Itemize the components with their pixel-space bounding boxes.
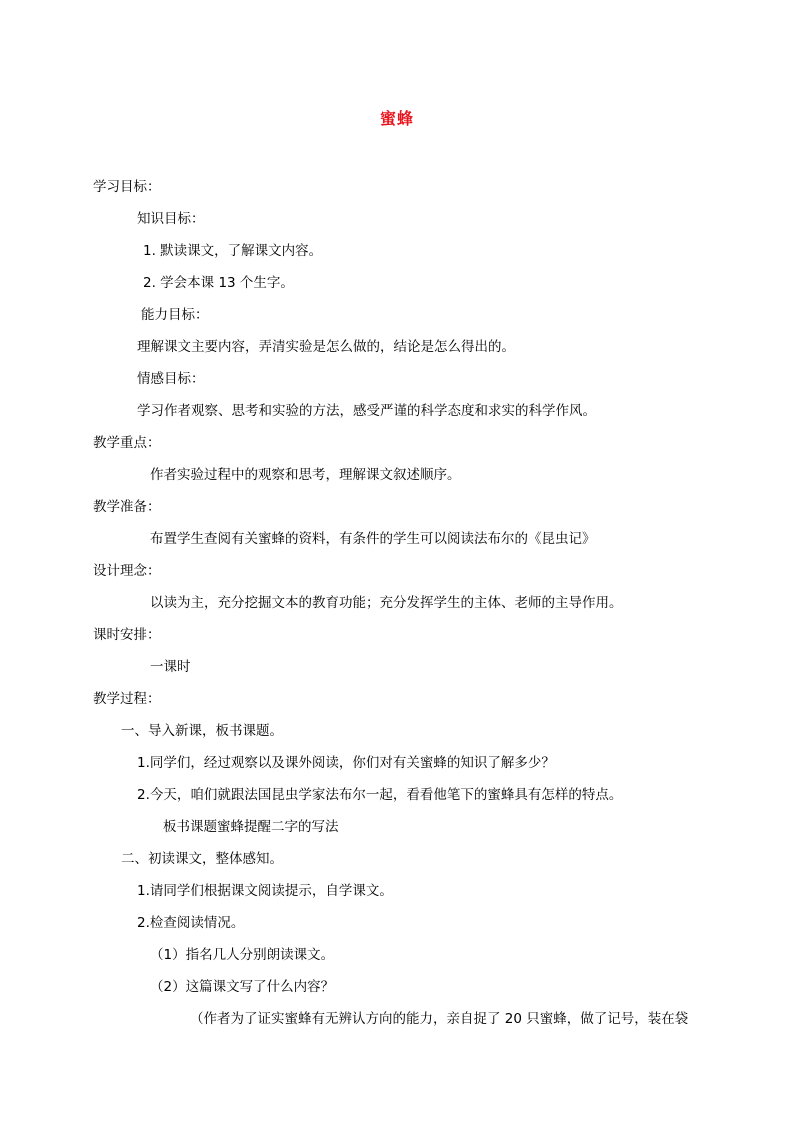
list-item: （1）指名几人分别朗读课文。 — [150, 947, 335, 963]
section-heading: 一、导入新课，板书课题。 — [121, 723, 283, 739]
paragraph: 布置学生查阅有关蜜蜂的资料，有条件的学生可以阅读法布尔的《昆虫记》 — [150, 531, 596, 547]
section-heading: 二、初读课文，整体感知。 — [121, 851, 283, 867]
heading-schedule: 课时安排： — [93, 627, 161, 643]
list-item: 1.同学们，经过观察以及课外阅读，你们对有关蜜蜂的知识了解多少？ — [137, 755, 555, 771]
heading-design-concept: 设计理念： — [93, 563, 161, 579]
paragraph: 学习作者观察、思考和实验的方法，感受严谨的科学态度和求实的科学作风。 — [137, 403, 596, 419]
subheading-emotion-goals: 情感目标： — [137, 371, 205, 387]
heading-teaching-preparation: 教学准备： — [93, 499, 161, 515]
list-item: （2）这篇课文写了什么内容？ — [150, 979, 335, 995]
heading-learning-goals: 学习目标： — [93, 179, 161, 195]
heading-teaching-focus: 教学重点： — [93, 435, 161, 451]
paragraph: 板书课题蜜蜂提醒二字的写法 — [163, 819, 339, 835]
paragraph: 理解课文主要内容，弄清实验是怎么做的，结论是怎么得出的。 — [137, 339, 515, 355]
heading-teaching-process: 教学过程： — [93, 691, 161, 707]
document-title: 蜜蜂 — [379, 109, 414, 128]
subheading-knowledge-goals: 知识目标： — [137, 211, 205, 227]
list-item: 1. 默读课文，了解课文内容。 — [143, 243, 323, 259]
paragraph: 作者实验过程中的观察和思考，理解课文叙述顺序。 — [150, 467, 461, 483]
paragraph: 一课时 — [150, 659, 191, 675]
list-item: 1.请同学们根据课文阅读提示，自学课文。 — [137, 883, 393, 899]
list-item: 2.检查阅读情况。 — [137, 915, 245, 931]
paragraph: （作者为了证实蜜蜂有无辨认方向的能力，亲自捉了 20 只蜜蜂，做了记号，装在袋 — [190, 1011, 689, 1027]
subheading-ability-goals: 能力目标： — [141, 307, 209, 323]
list-item: 2. 学会本课 13 个生字。 — [143, 275, 294, 291]
paragraph: 以读为主，充分挖掘文本的教育功能；充分发挥学生的主体、老师的主导作用。 — [150, 595, 623, 611]
list-item: 2.今天，咱们就跟法国昆虫学家法布尔一起，看看他笔下的蜜蜂具有怎样的特点。 — [137, 787, 623, 803]
